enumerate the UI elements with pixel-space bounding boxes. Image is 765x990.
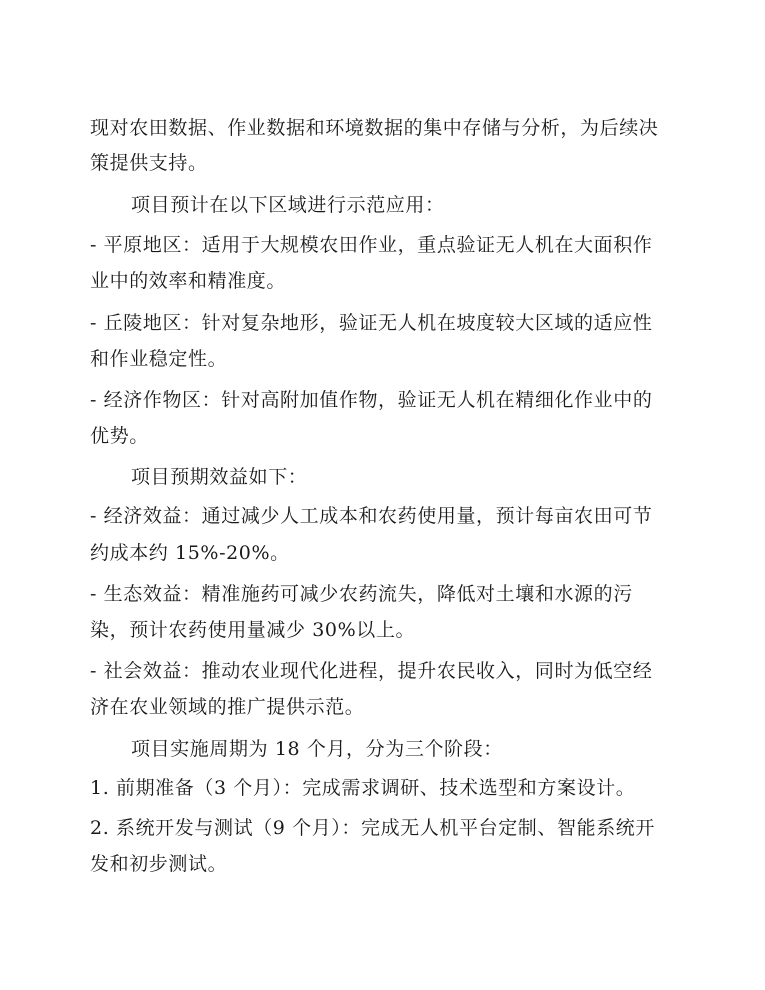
list-item-economic-benefit: - 经济效益：通过减少人工成本和农药使用量，预计每亩农田可节	[90, 505, 653, 527]
list-item-ecological-benefit-cont: 染，预计农药使用量减少 30%以上。	[90, 619, 416, 641]
list-item-plain-region-cont: 业中的效率和精准度。	[90, 270, 287, 292]
list-item-plain-region: - 平原地区：适用于大规模农田作业，重点验证无人机在大面积作	[90, 234, 653, 256]
paragraph-line: 现对农田数据、作业数据和环境数据的集中存储与分析，为后续决	[90, 117, 659, 139]
paragraph-line: 策提供支持。	[90, 152, 208, 174]
intro-schedule: 项目实施周期为 18 个月，分为三个阶段：	[131, 738, 503, 760]
list-item-economic-benefit-cont: 约成本约 15%-20%。	[90, 542, 290, 564]
intro-benefits: 项目预期效益如下：	[131, 466, 308, 488]
list-item-cash-crop-region: - 经济作物区：针对高附加值作物，验证无人机在精细化作业中的	[90, 389, 653, 411]
numbered-item-phase-2: 2. 系统开发与测试（9 个月）：完成无人机平台定制、智能系统开	[90, 817, 655, 839]
list-item-hill-region: - 丘陵地区：针对复杂地形，验证无人机在坡度较大区域的适应性	[90, 312, 653, 334]
list-item-cash-crop-region-cont: 优势。	[90, 425, 149, 447]
intro-demo-regions: 项目预计在以下区域进行示范应用：	[131, 194, 445, 216]
list-item-hill-region-cont: 和作业稳定性。	[90, 348, 228, 370]
numbered-item-phase-1: 1. 前期准备（3 个月）：完成需求调研、技术选型和方案设计。	[90, 777, 636, 799]
list-item-social-benefit: - 社会效益：推动农业现代化进程，提升农民收入，同时为低空经	[90, 660, 653, 682]
list-item-ecological-benefit: - 生态效益：精准施药可减少农药流失，降低对土壤和水源的污	[90, 583, 633, 605]
list-item-social-benefit-cont: 济在农业领域的推广提供示范。	[90, 696, 365, 718]
numbered-item-phase-2-cont: 发和初步测试。	[90, 853, 228, 875]
